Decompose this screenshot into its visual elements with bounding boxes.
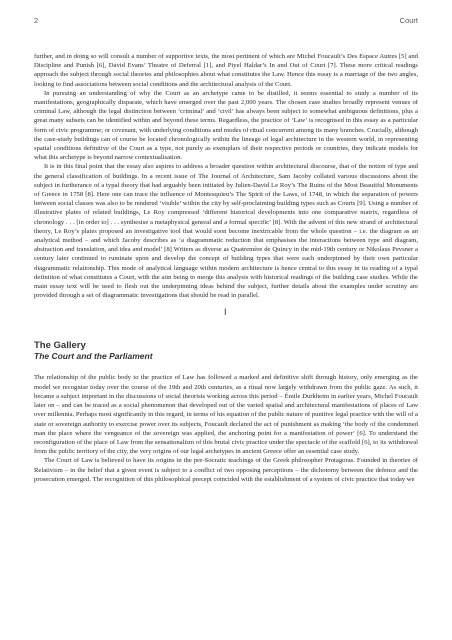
paragraph: The relationship of the public body to the practice of Law has followed a marked and definitive shift through history, only emerging as the model we recognise today over the course of the 19th and 20th centuries, as a ritual now largely withdrawn from the public gaze. As such, it became a subject important in the discussions of social theorists working across this period – Émile Durkheim in earlier years, Michel Foucault later on – and can be traced as a social phenomenon that developed out of the varied spatial and architectural manifestations of places of Law over millennia. Perhaps most significantly in this regard, in terms of his equation of the public nature of punitive legal practice with the will of a state or sovereign authority to exercise power over its subjects, Foucault declared the act of punishment as making ‘the body of the condemned man the place where the vengeance of the sovereign was applied, the anchoring point for a manifestation of power’ [6]. To understand the reconfiguration of the place of Law from the sensationalism of this brutal civic practice under the spectacle of the scaffold [6], to its withdrawal from the public territory of the city, the very origins of our legal archetypes in ancient Greece offer an essential case study. xyxy=(34,374,418,456)
paragraph: further, and in doing so will consult a number of supportive texts, the most pertinent of which are Michel Foucault’s Des Espace Autres [5] and Discipline and Punish [6], David Evans’ Theatre of Deferral [1], and Piyel Haldar’s In and Out of Court [7]. These more critical readings approach the subject through social theories and philosophies about what constitutes the Law. Hence this essay is a marriage of the two angles, looking to find associations between social conditions and the architectural analysis of the Court. xyxy=(34,53,418,88)
running-head: Court xyxy=(399,16,418,25)
paragraph: The Court of Law is believed to have its origins in the pre-Socratic teachings of the Greek philosopher Protagoras. Founded in theories of Relativism – in the belief that a given event is subject to a conflict of two opposing perceptions – the dichotomy between the defence and the prosecution emerged. The recognition of this philosophical precept coincided with the establishment of a system of civic practice that today we xyxy=(34,457,418,483)
body-text xyxy=(34,52,418,484)
section-subtitle: The Court and the Parliament xyxy=(34,351,153,362)
section-break xyxy=(34,300,418,330)
section-title: The Gallery xyxy=(34,340,86,352)
section-number: I xyxy=(224,307,227,318)
paragraph: In pursuing an understanding of why the Court as an archetype came to be distilled, it seems essential to study a number of its manifestations, geographically disparate, which have emerged over the past 2,000 years. The chosen case studies broadly represent venues of criminal Law, although the legal distinction between ‘criminal’ and ‘civil’ has always been subject to somewhat ambiguous definitions, plus a great many subsets can be identified within and beyond these terms. Regardless, the practice of ‘Law’ is recognised in this essay as a particular form of civic programme; or covenant, with underlying conditions and modes of ritual concurrent among its many branches. Crucially, although the case-study buildings can of course be located chronologically within the lineage of legal architecture in the western world, in representing spatial conditions definitive of the Court as a type, not purely as exemplars of their respective periods or countries, they indicate models for what this archetype is beyond narrow contextualisation. xyxy=(34,89,418,162)
paragraph: It is in this final point that the essay also aspires to address a broader question within architectural discourse, that of the notion of type and the general classification of buildings. In a recent issue of The Journal of Architecture, Sam Jacoby collated various discussions about the subject in furtherance of a typal theory that had arguably been initiated by Julien-David Le Roy’s The Ruins of the Most Beautiful Monuments of Greece in 1758 [8]. Here one can trace the influence of Montesquieu’s The Spirit of the Laws, of 1748, in which the separation of powers between social classes was also to be rendered ‘visible’ within the city by self-proclaiming building types such as Courts [9]. Using a number of illustrative plates of related buildings, Le Roy compressed ‘different historical developments into one comparative matrix, regardless of chronology . . . [in order to] . . . synthesise a metaphysical general and a formal specific’ [8]. With the advent of this new strand of architectural theory, Le Roy’s plates proposed an investigative tool that would soon become inextricable from the whole question – i.e. the diagram as an analytical method – and which Jacoby describes as ‘a diagrammatic reduction that emphasises the interactions between type and diagram, abstraction and translation, and idea and model’ [8] Writers as diverse as Quatremère de Quincy in the mid-19th century or Nikolaus Pevsner a century later continued to ruminate upon and develop the concept of building types that were each underpinned by their own particular diagrammatic relationship. This mode of analytical language within modern architecture is hence central to this essay in its reading of a typal definition of what constitutes a Court, with the aim being to merge this analysis with historical readings of the building case studies. While the main essay text will be used to flesh out the underpinning ideas behind the subject, further details about the examples under scrutiny are provided through a set of diagrammatic investigations that should be read in parallel. xyxy=(34,163,418,300)
page-number: 2 xyxy=(34,16,39,25)
page-header xyxy=(34,16,418,28)
